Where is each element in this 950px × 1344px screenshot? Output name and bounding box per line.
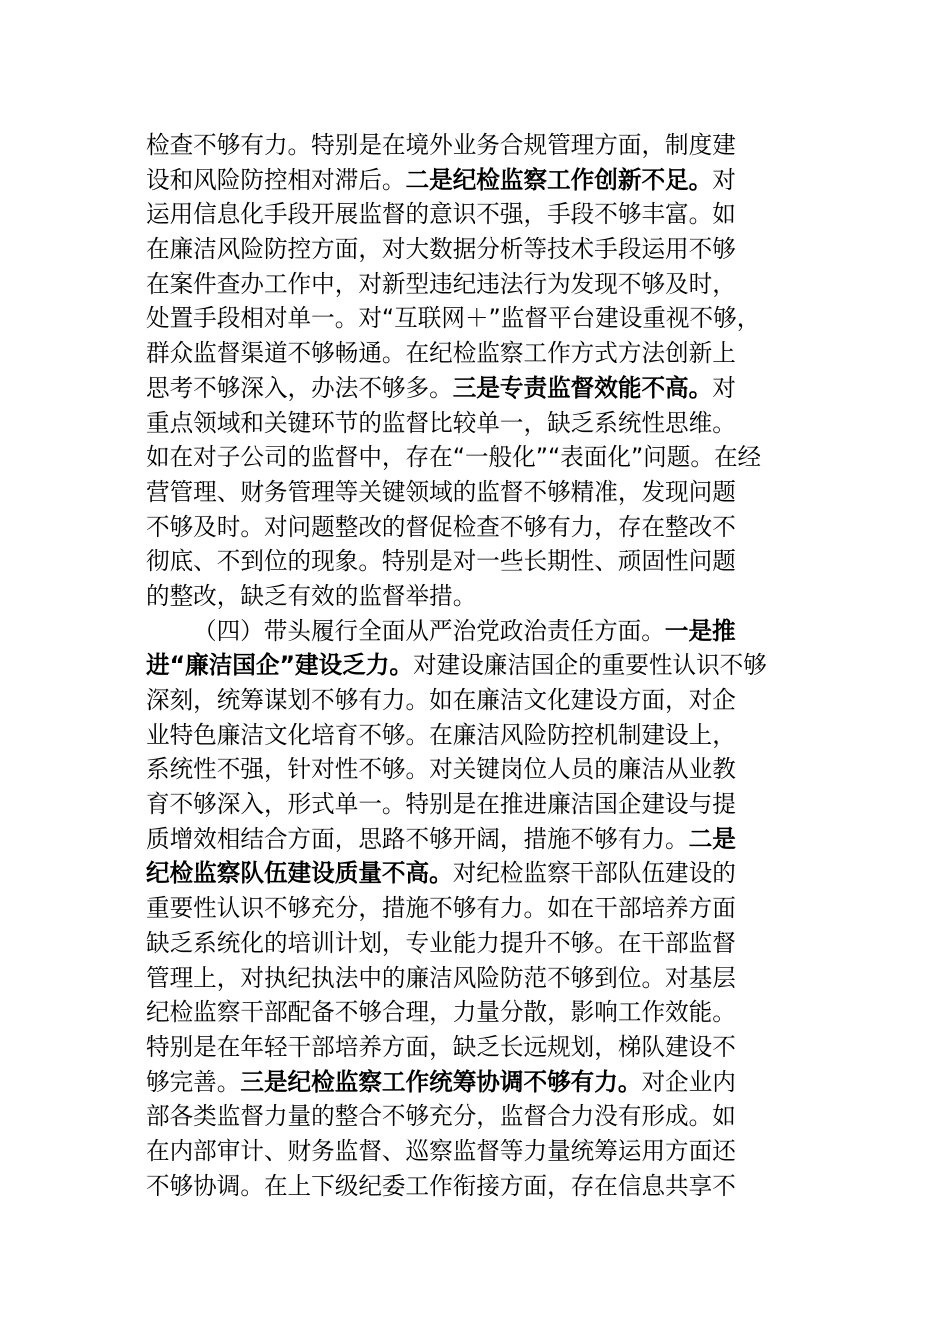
text-segment: 深刻，统筹谋划不够有力。如在廉洁文化建设方面，对企 (146, 686, 736, 714)
text-segment: 不够及时。对问题整改的督促检查不够有力，存在整改不 (146, 512, 736, 541)
text-line (146, 371, 808, 406)
text-segment: 重要性认识不够充分，措施不够有力。如在干部培养方面 (146, 894, 736, 923)
text-segment: 系统性不强，针对性不够。对关键岗位人员的廉洁从业教 (146, 755, 736, 784)
text-segment: （四）带头履行全面从严治党政治责任方面。 (193, 616, 665, 645)
text-segment: 群众监督渠道不够畅通。在纪检监察工作方式方法创新上 (146, 339, 736, 368)
bold-text-segment: 三是纪检监察工作统筹协调不够有力。 (240, 1067, 642, 1096)
text-segment: 对建设廉洁国企的重要性认识不够 (412, 651, 767, 680)
text-segment: 在案件查办工作中，对新型违纪违法行为发现不够及时， (146, 269, 736, 298)
text-segment: 够完善。 (146, 1067, 241, 1096)
text-line (146, 406, 808, 441)
text-line (146, 267, 808, 302)
text-segment: 思考不够深入，办法不够多。 (146, 373, 453, 402)
text-segment: 检查不够有力。特别是在境外业务合规管理方面，制度建 (146, 131, 736, 159)
text-line (146, 926, 808, 961)
text-line (146, 891, 808, 926)
text-segment: 纪检监察干部配备不够合理，力量分散，影响工作效能。 (146, 998, 736, 1027)
text-line (146, 1099, 808, 1134)
text-line (146, 1030, 808, 1065)
bold-text-segment: 进“廉洁国企”建设乏力。 (146, 651, 413, 680)
text-line (146, 232, 808, 267)
text-line (146, 1134, 808, 1169)
text-line (146, 163, 808, 198)
text-line (146, 995, 808, 1030)
bold-text-segment: 二是纪检监察工作创新不足。 (405, 165, 713, 194)
text-segment: 不够协调。在上下级纪委工作衔接方面，存在信息共享不 (146, 1171, 736, 1200)
text-segment: 业特色廉洁文化培育不够。在廉洁风险防控机制建设上， (146, 720, 736, 749)
text-segment: 重点领域和关键环节的监督比较单一，缺乏系统性思维。 (146, 408, 736, 437)
text-segment: 如在对子公司的监督中，存在“一般化”“表面化”问题。在经 (146, 443, 762, 472)
text-segment: 对 (712, 165, 736, 194)
text-segment: 对纪检监察干部队伍建设的 (452, 859, 736, 888)
text-segment: 处置手段相对单一。对“互联网＋”监督平台建设重视不够， (146, 304, 761, 333)
text-line (146, 336, 808, 371)
bold-text-segment: 纪检监察队伍建设质量不高。 (146, 859, 453, 888)
text-line (146, 1065, 808, 1100)
bold-text-segment: 三是专责监督效能不高。 (452, 373, 713, 402)
text-segment: 育不够深入，形式单一。特别是在推进廉洁国企建设与提 (146, 790, 736, 819)
bold-text-segment: 一是推 (664, 616, 736, 645)
text-line (146, 718, 808, 753)
text-segment: 设和风险防控相对滞后。 (146, 165, 406, 194)
text-segment: 对企业内 (641, 1067, 736, 1096)
text-line (146, 579, 808, 614)
text-segment: 特别是在年轻干部培养方面，缺乏长远规划，梯队建设不 (146, 1032, 736, 1061)
text-line (146, 475, 808, 510)
text-line (146, 961, 808, 996)
text-line (146, 128, 808, 163)
text-segment: 部各类监督力量的整合不够充分，监督合力没有形成。如 (146, 1102, 736, 1131)
text-segment: 在内部审计、财务监督、巡察监督等力量统筹运用方面还 (146, 1136, 736, 1165)
text-line (146, 1169, 808, 1204)
text-segment: 彻底、不到位的现象。特别是对一些长期性、顽固性问题 (146, 547, 736, 576)
text-line (146, 440, 808, 475)
text-segment: 质增效相结合方面，思路不够开阔，措施不够有力。 (146, 824, 689, 853)
text-segment: 运用信息化手段开展监督的意识不强，手段不够丰富。如 (146, 200, 736, 229)
text-segment: 对 (712, 373, 736, 402)
text-line (146, 856, 808, 891)
text-line (146, 822, 808, 857)
text-line (146, 301, 808, 336)
text-line (146, 752, 808, 787)
document-body (146, 128, 808, 1203)
text-line (146, 197, 808, 232)
text-line (146, 614, 808, 649)
text-segment: 的整改，缺乏有效的监督举措。 (146, 581, 477, 610)
text-segment: 营管理、财务管理等关键领域的监督不够精准，发现问题 (146, 477, 736, 506)
bold-text-segment: 二是 (688, 824, 736, 853)
text-line (146, 544, 808, 579)
text-line (146, 648, 808, 683)
text-segment: 管理上，对执纪执法中的廉洁风险防范不够到位。对基层 (146, 963, 736, 992)
text-line (146, 510, 808, 545)
text-line (146, 683, 808, 718)
text-segment: 在廉洁风险防控方面，对大数据分析等技术手段运用不够 (146, 235, 736, 264)
text-segment: 缺乏系统化的培训计划，专业能力提升不够。在干部监督 (146, 928, 736, 957)
text-line (146, 787, 808, 822)
